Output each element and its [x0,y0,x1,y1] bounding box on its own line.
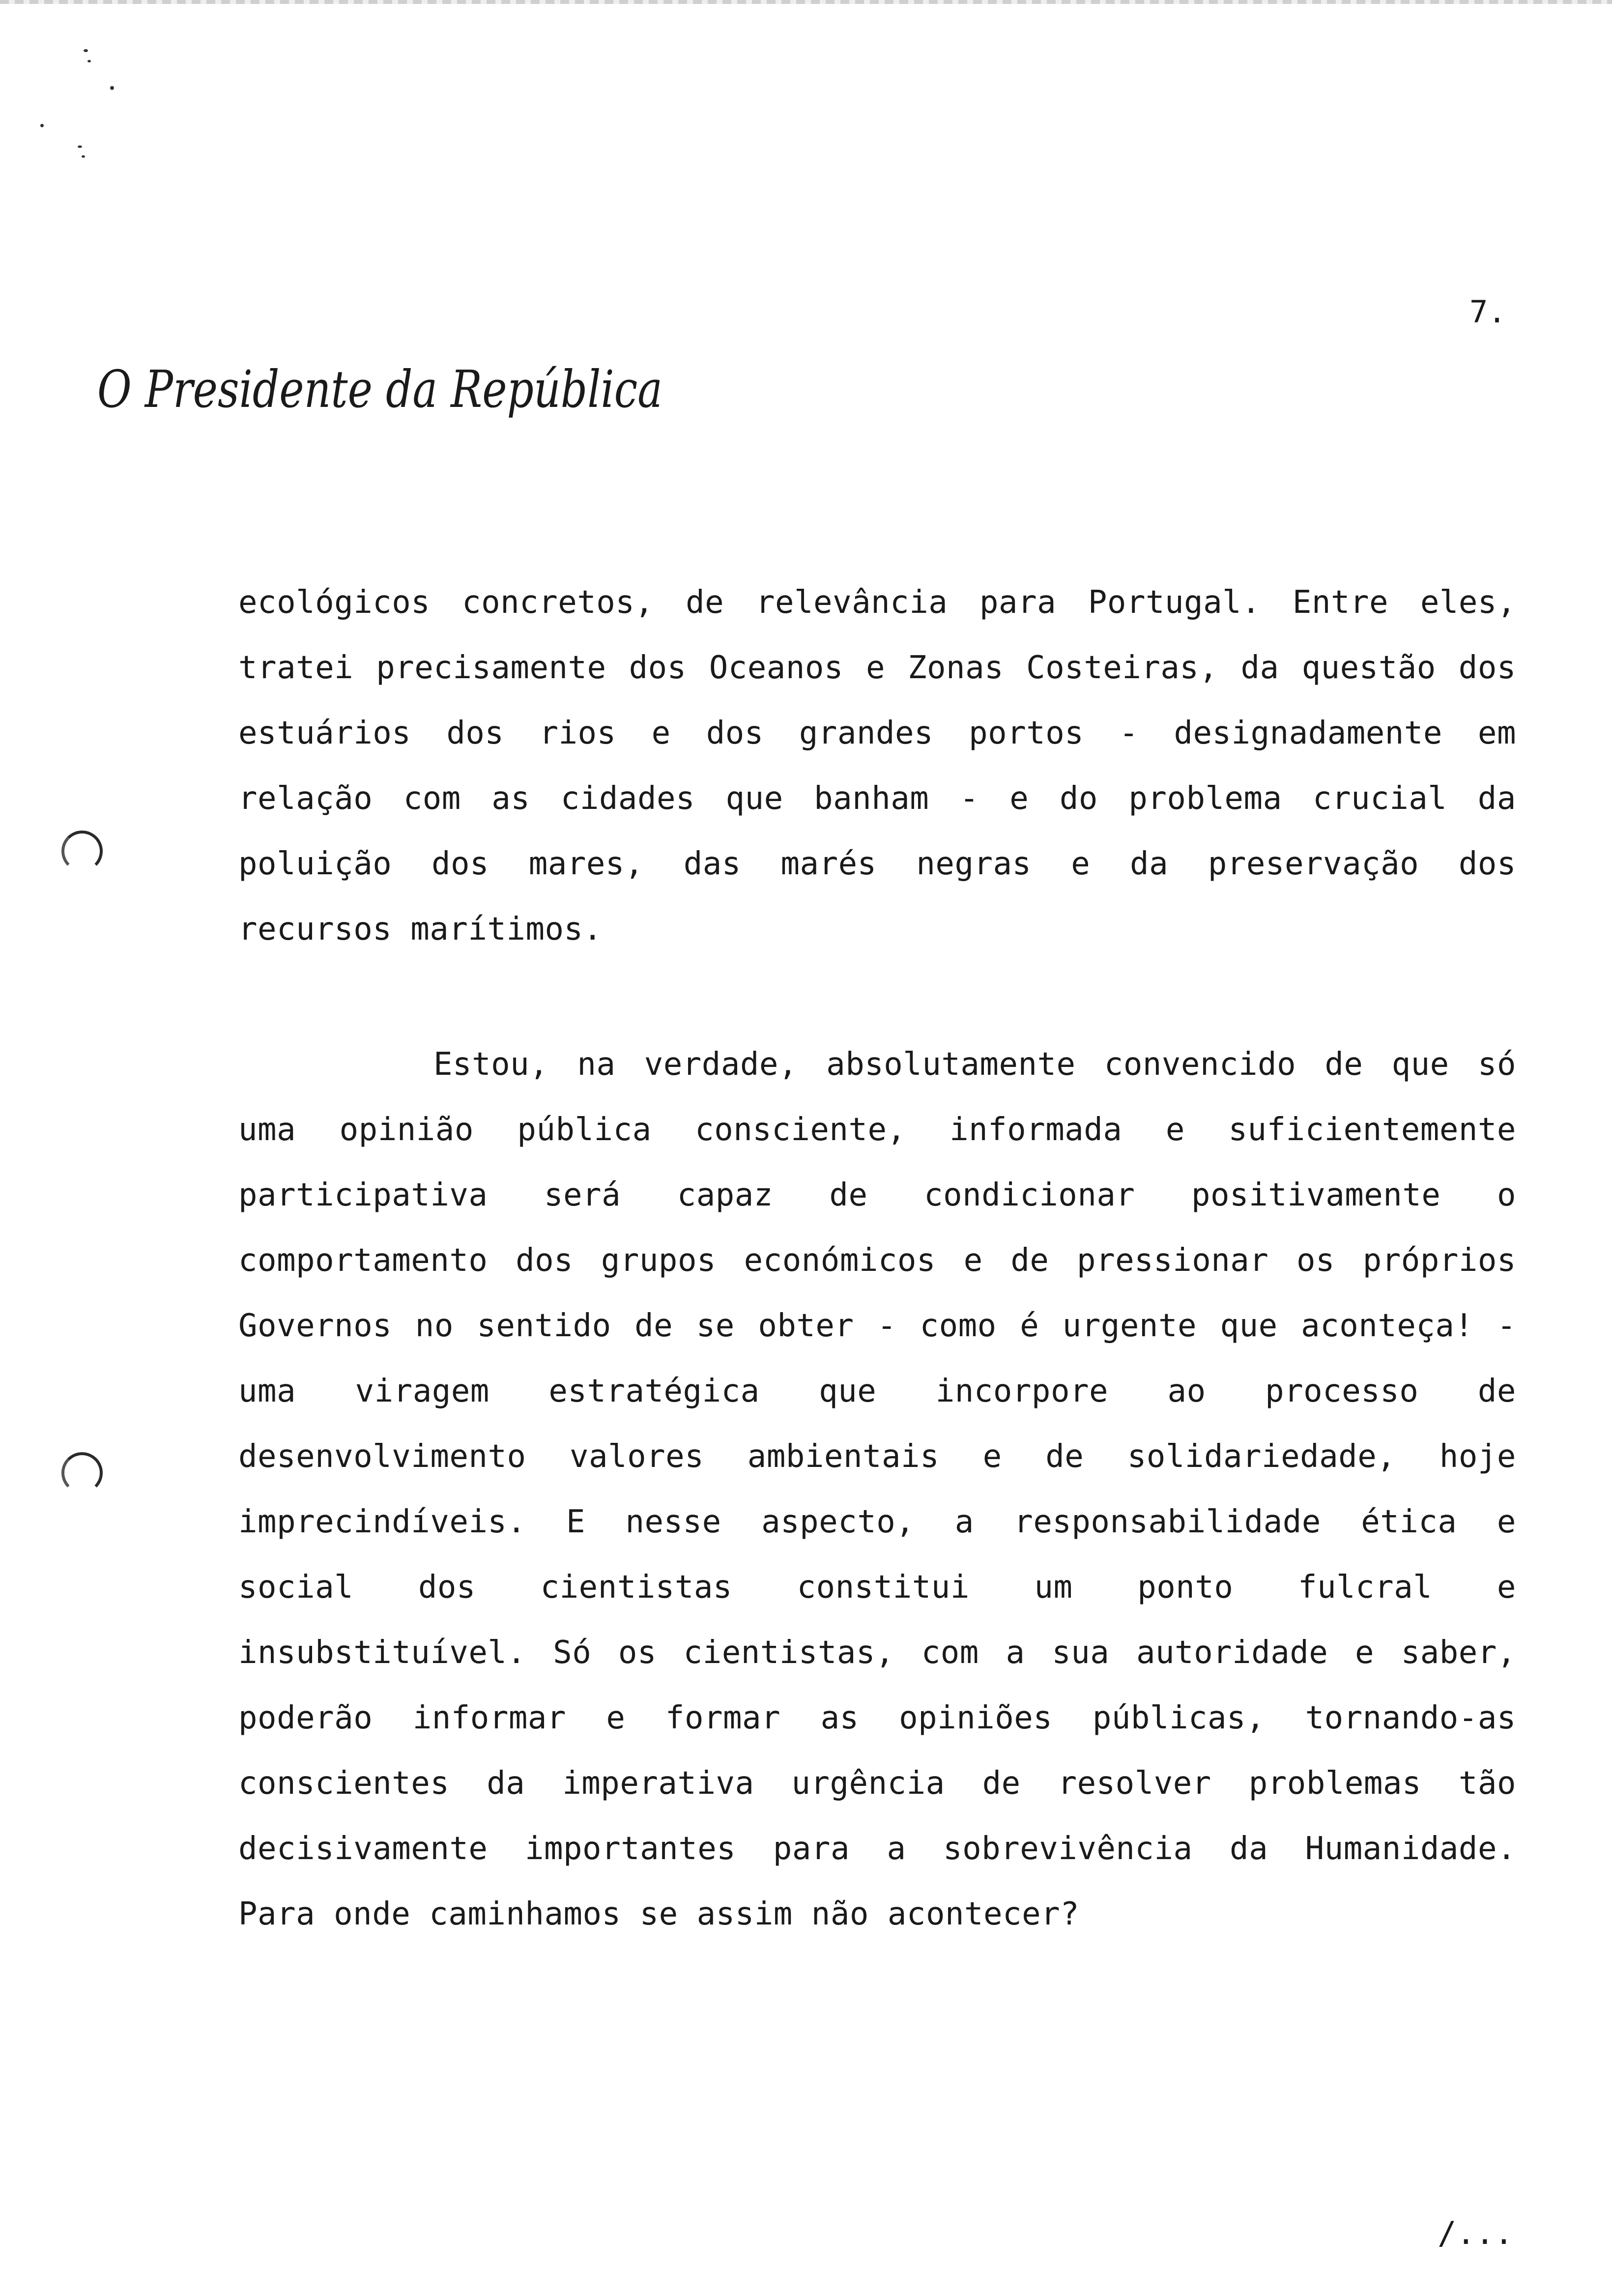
word: as [491,780,530,817]
word: que [819,1373,877,1409]
word: E [566,1504,585,1540]
word: imprecindíveis. [238,1504,526,1540]
word: que [1391,1046,1449,1083]
word: será [544,1177,621,1213]
word: conscientes [238,1765,450,1802]
word: processo [1265,1373,1419,1409]
word: que [1220,1308,1278,1344]
text-line [238,1163,1516,1228]
word: da [1477,780,1516,817]
word: da [1230,1831,1268,1867]
word: grupos [601,1242,716,1279]
word: opinião [339,1112,474,1148]
text-line [238,1228,1516,1293]
word: e [1071,846,1091,882]
word: pressionar [1077,1242,1269,1279]
word: de [982,1765,1021,1802]
paragraph-1 [238,570,1516,962]
word: opiniões [899,1700,1053,1736]
word: portos [969,715,1084,751]
word: Entre [1292,584,1389,621]
punch-hole [61,831,103,872]
text-line [238,1751,1516,1816]
letterhead-script [93,344,673,442]
word: questão [1301,650,1436,686]
word: viragem [355,1373,489,1409]
word: aconteça! [1301,1308,1474,1344]
word: da [1240,650,1279,686]
word: dos [1458,650,1516,686]
word: problemas [1248,1765,1421,1802]
word: dos [1458,846,1516,882]
text-line [238,1620,1516,1686]
word: a [887,1831,906,1867]
word: Estou, [433,1046,549,1083]
word: grandes [799,715,934,751]
word: suficientemente [1228,1112,1516,1148]
word: preservação [1208,846,1419,882]
word: obter [758,1308,854,1344]
word: relação [238,780,373,817]
word: ecológicos [238,584,431,621]
word: dos [418,1569,476,1606]
word: e [1165,1112,1185,1148]
word: hoje [1439,1438,1516,1475]
word: só [1477,1046,1516,1083]
word: aspecto, [761,1504,915,1540]
word: caminhamos [429,1896,621,1932]
punch-hole [61,1452,103,1493]
word: verdade, [644,1046,798,1083]
scan-speck [84,49,88,52]
word: os [1296,1242,1335,1279]
word: Zonas [907,650,1004,686]
word: Para [238,1896,316,1932]
scan-speck [40,124,44,127]
word: incorpore [935,1373,1109,1409]
word: informada [950,1112,1123,1148]
word: formar [665,1700,781,1736]
text-line [238,1490,1516,1555]
word: das [683,846,741,882]
text-line [238,1882,1516,1947]
text-line [238,1032,1516,1097]
word: um [1034,1569,1073,1606]
word: com [403,780,461,817]
word: com [921,1635,979,1671]
word: de [1045,1438,1084,1475]
letterhead [93,344,673,442]
text-line [238,1816,1516,1882]
word: problema [1128,780,1282,817]
word: desenvolvimento [238,1438,526,1475]
text-line [238,635,1516,701]
word: ao [1167,1373,1206,1409]
word: a [954,1504,974,1540]
word: poderão [238,1700,373,1736]
word: e [1354,1635,1374,1671]
word: - [959,780,979,817]
word: Só [553,1635,592,1671]
word: dos [446,715,504,751]
continuation-mark: /... [1438,2215,1514,2252]
word: para [773,1831,850,1867]
word: comportamento [238,1242,488,1279]
word: é [1020,1308,1039,1344]
word: em [1477,715,1516,751]
word: e [982,1438,1002,1475]
word: fulcral [1298,1569,1433,1606]
word: na [577,1046,616,1083]
word: participativa [238,1177,488,1213]
word: de [829,1177,868,1213]
word: e [963,1242,983,1279]
word: uma [238,1373,296,1409]
text-line [238,1555,1516,1620]
word: Oceanos [709,650,843,686]
word: resolver [1058,1765,1211,1802]
word: mares, [528,846,644,882]
word: o [1497,1177,1516,1213]
text-line [238,570,1516,635]
text-line [238,832,1516,897]
word: capaz [677,1177,773,1213]
word: ponto [1137,1569,1234,1606]
word: cientistas, [683,1635,894,1671]
word: social [238,1569,354,1606]
word: convencido [1104,1046,1296,1083]
word: relevância [755,584,948,621]
word: acontecer? [887,1896,1080,1932]
word: e [865,650,885,686]
word: precisamente [376,650,606,686]
word: se [639,1896,678,1932]
word: da [1130,846,1169,882]
word: decisivamente [238,1831,488,1867]
word: Governos [238,1308,392,1344]
word: pública [517,1112,652,1148]
word: no [415,1308,454,1344]
word: cidades [560,780,695,817]
word: a [1006,1635,1025,1671]
word: tornando-as [1305,1700,1516,1736]
page-number: 7. [1469,294,1506,330]
word: - [1119,715,1139,751]
word: as [820,1700,859,1736]
word: poluição [238,846,392,882]
word: tratei [238,650,354,686]
word: da [487,1765,525,1802]
word: e [651,715,671,751]
letterhead-text: O Presidente da República [97,359,662,419]
word: para [979,584,1057,621]
word: ética [1361,1504,1457,1540]
word: crucial [1313,780,1447,817]
word: consciente, [695,1112,906,1148]
scan-speck [110,86,114,90]
word: informar [412,1700,566,1736]
word: económicos [744,1242,936,1279]
word: do [1059,780,1098,817]
word: rios [539,715,616,751]
word: urgente [1062,1308,1197,1344]
word: de [1324,1046,1363,1083]
word: próprios [1362,1242,1516,1279]
word: Costeiras, [1026,650,1218,686]
text-line [238,1097,1516,1163]
word: responsabilidade [1014,1504,1321,1540]
word: sobrevivência [943,1831,1193,1867]
word: eles, [1420,584,1516,621]
word: se [696,1308,735,1344]
word: condicionar [924,1177,1135,1213]
word: de [1010,1242,1049,1279]
word: imperativa [562,1765,754,1802]
word: nesse [625,1504,721,1540]
word: autoridade [1136,1635,1328,1671]
word: negras [916,846,1032,882]
word: absolutamente [826,1046,1076,1083]
word: importantes [524,1831,736,1867]
word: que [725,780,783,817]
word: urgência [791,1765,945,1802]
word: recursos [238,911,392,947]
word: concretos, [462,584,654,621]
word: de [686,584,724,621]
text-line [238,1686,1516,1751]
word: e [1009,780,1029,817]
scan-speck [78,145,82,148]
word: e [1497,1504,1516,1540]
word: marés [780,846,877,882]
word: sentido [477,1308,611,1344]
word: estuários [238,715,411,751]
word: estratégica [548,1373,760,1409]
word: não [811,1896,869,1932]
paragraph-2 [238,1032,1516,1947]
word: dos [629,650,687,686]
word: e [1497,1569,1516,1606]
text-line [238,766,1516,832]
text-line [238,1293,1516,1359]
word: dos [706,715,764,751]
word: dos [516,1242,574,1279]
word: Humanidade. [1305,1831,1516,1867]
word: positivamente [1191,1177,1441,1213]
word: solidariedade, [1127,1438,1396,1475]
word: assim [696,1896,793,1932]
word: sua [1052,1635,1110,1671]
word: valores [570,1438,704,1475]
word: designadamente [1174,715,1442,751]
word: banham [814,780,929,817]
word: de [1477,1373,1516,1409]
word: cientistas [540,1569,732,1606]
text-line [238,1359,1516,1424]
word: insubstituível. [238,1635,526,1671]
word: marítimos. [410,911,603,947]
word: públicas, [1092,1700,1266,1736]
scan-top-edge [0,0,1612,4]
word: - [1497,1308,1516,1344]
text-line [238,1424,1516,1490]
scan-speck [87,60,91,62]
word: - [877,1308,897,1344]
word: como [920,1308,997,1344]
word: Portugal. [1088,584,1261,621]
word: constitui [797,1569,970,1606]
text-line [238,701,1516,766]
word: uma [238,1112,296,1148]
word: tão [1458,1765,1516,1802]
text-line [238,897,1516,962]
scan-speck [82,155,85,158]
word: e [606,1700,626,1736]
word: ambientais [747,1438,940,1475]
word: saber, [1401,1635,1516,1671]
word: os [618,1635,657,1671]
word: de [634,1308,673,1344]
word: onde [334,1896,411,1932]
word: dos [431,846,489,882]
